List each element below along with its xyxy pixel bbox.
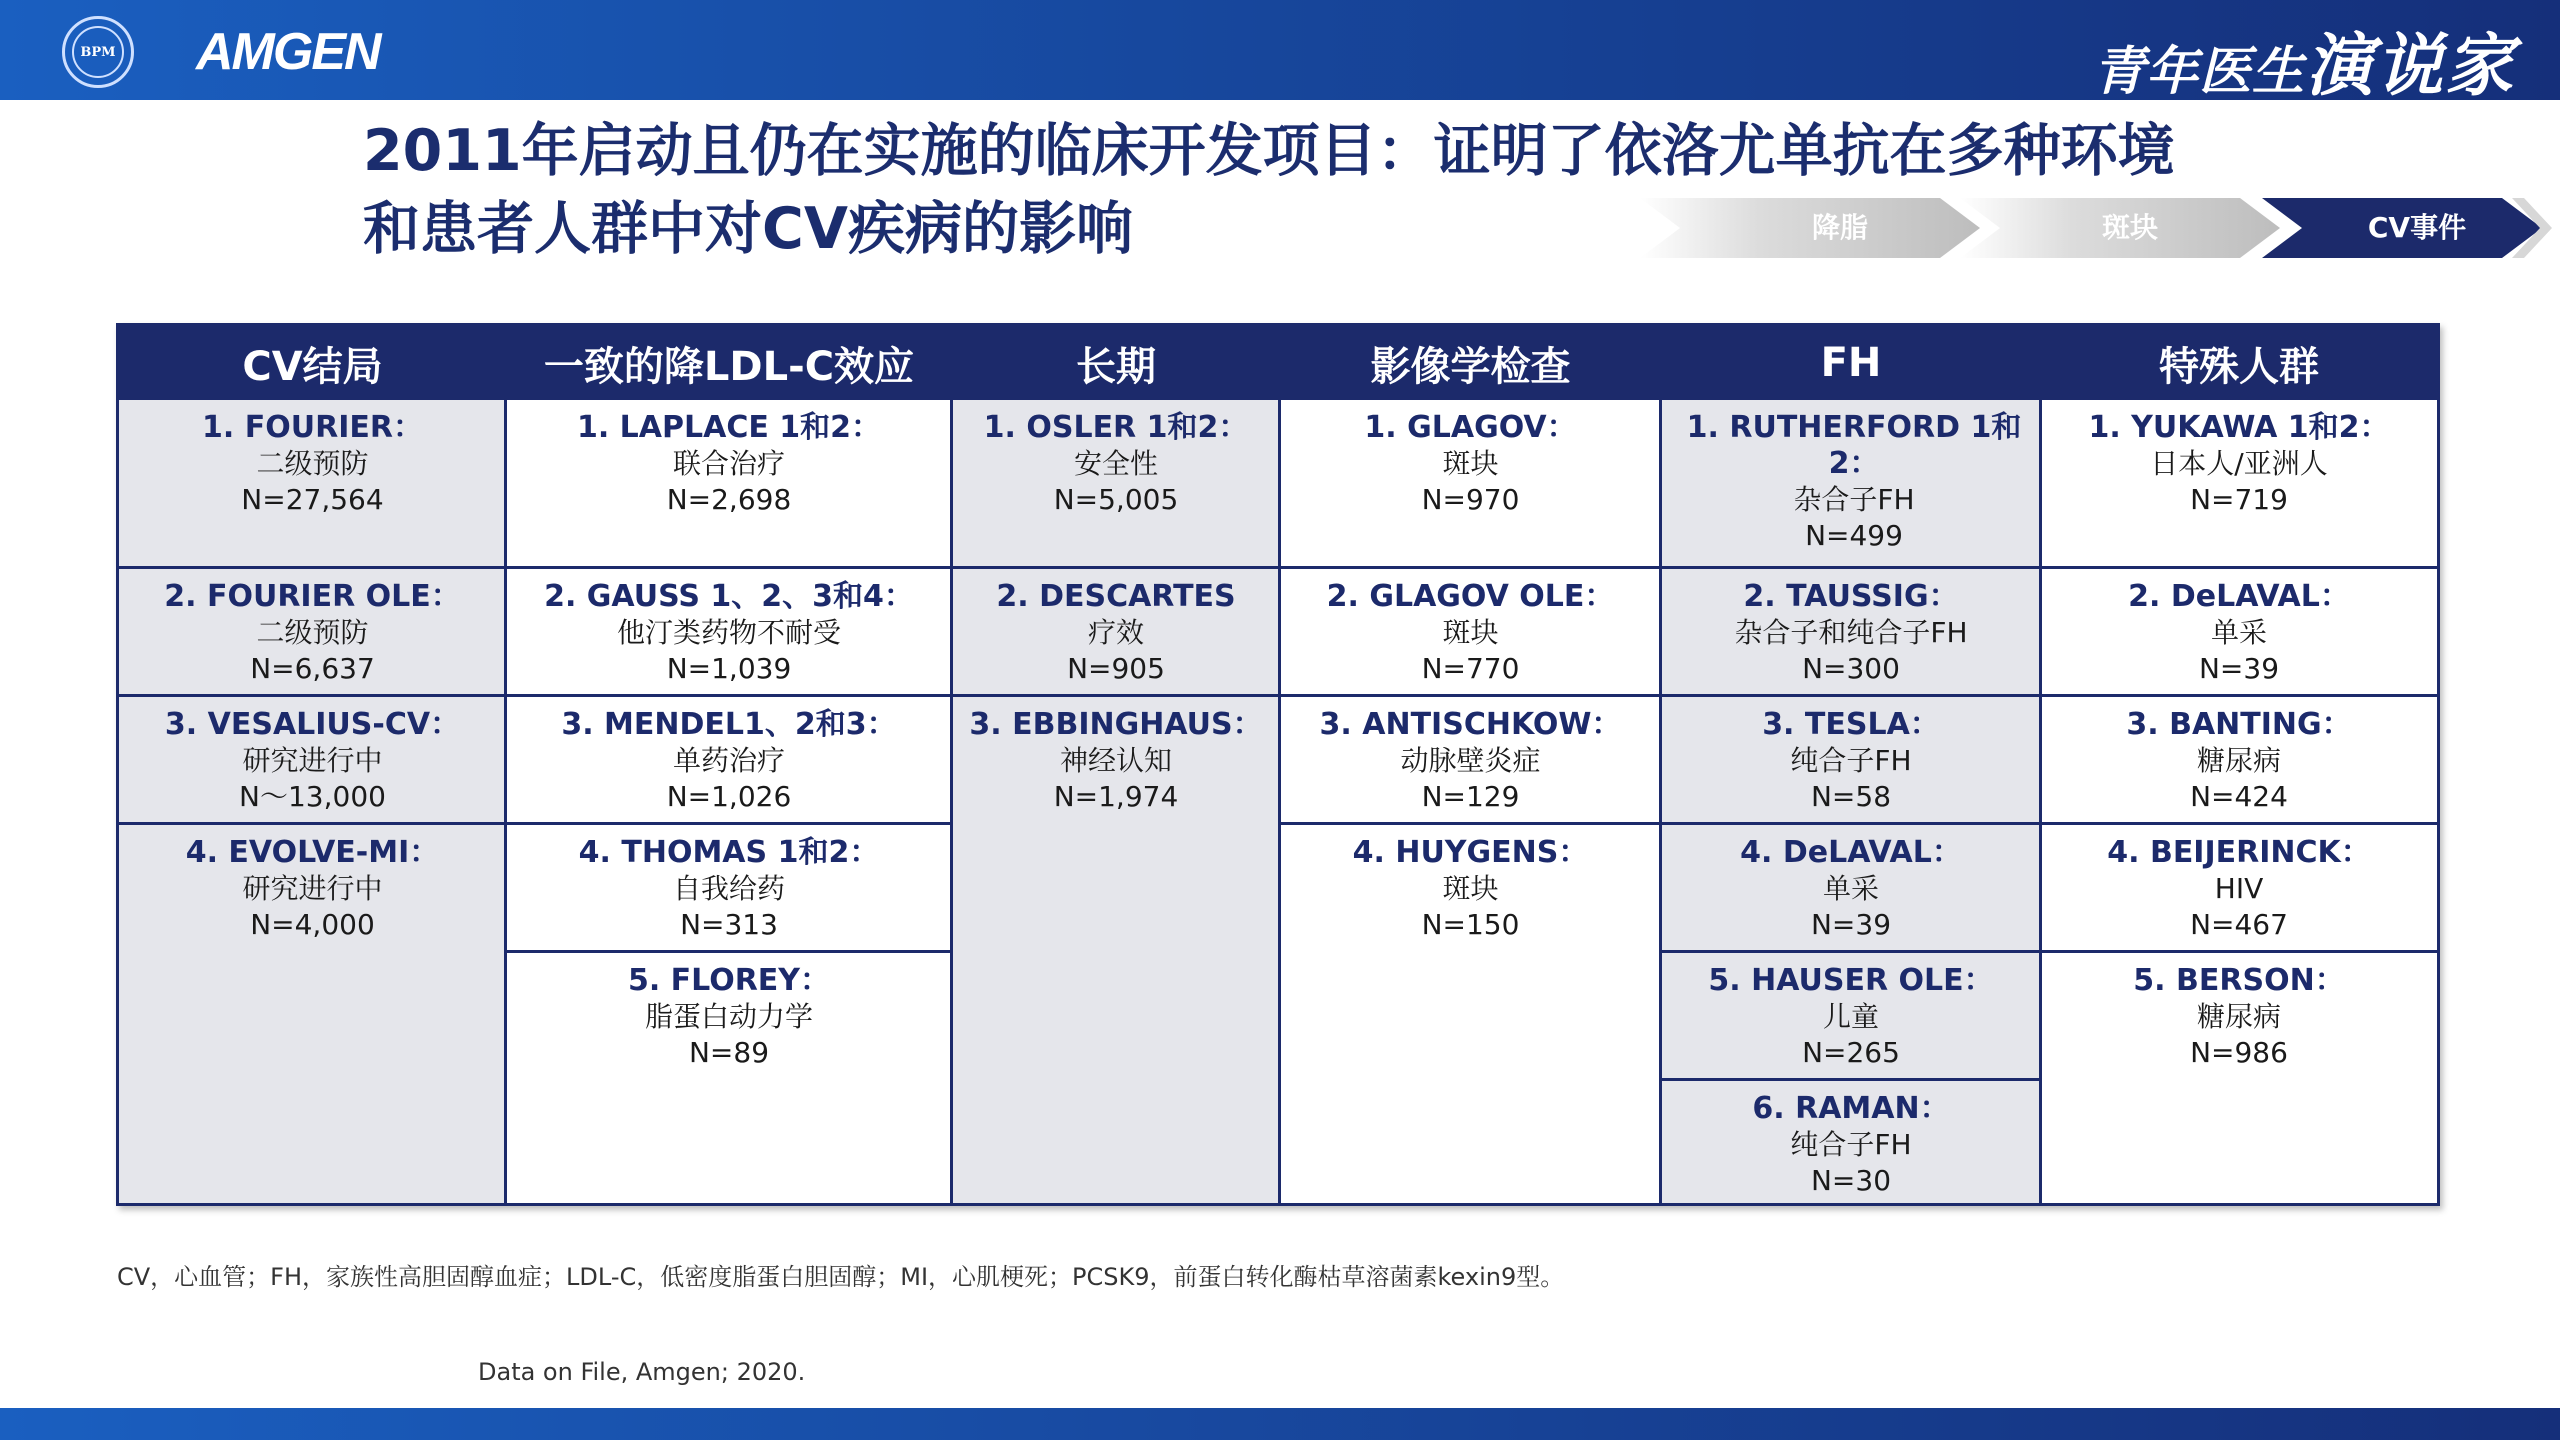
trial-cell — [952, 400, 1280, 566]
trial-n: N=58 — [1810, 780, 1892, 813]
header-imaging: 影像学检查 — [1280, 326, 1661, 400]
title-line-1: 2011年启动且仍在实施的临床开发项目：证明了依洛尤单抗在多种环境 — [363, 118, 2175, 184]
trial-desc: 他汀类药物不耐受 — [616, 616, 841, 649]
trial-n: N=986 — [2190, 1036, 2288, 1069]
trial-n: N～13,000 — [239, 780, 386, 813]
column-divider — [504, 400, 507, 1203]
chevron-label-1: 降脂 — [1811, 211, 1868, 244]
trial-cell — [1280, 694, 1661, 822]
trial-cell — [2041, 566, 2437, 694]
trial-n: N=265 — [1802, 1036, 1900, 1069]
trial-name: 3. EBBINGHAUS： — [969, 707, 1263, 742]
trial-cell — [506, 566, 952, 694]
trial-n: N=30 — [1810, 1164, 1892, 1197]
trial-desc: 二级预防 — [256, 447, 369, 480]
trial-desc: 单采 — [1822, 872, 1879, 905]
trial-name: 1. RUTHERFORD 1和 2： — [1686, 410, 2022, 481]
column-divider — [1278, 400, 1281, 1203]
column-special-populations — [2041, 400, 2437, 1203]
trial-n: N=1,039 — [666, 652, 792, 685]
trial-name: 5. HAUSER OLE： — [1708, 963, 1994, 998]
title-line-2: 和患者人群中对CV疾病的影响 — [363, 196, 1133, 262]
trial-desc: 日本人/亚洲人 — [2150, 447, 2328, 480]
trial-name: 6. RAMAN： — [1752, 1091, 1950, 1126]
trial-desc: 疗效 — [1087, 616, 1144, 649]
trial-cell — [2041, 950, 2437, 1203]
trial-n: N=5,005 — [1053, 483, 1179, 516]
trial-n: N=499 — [1805, 519, 1903, 552]
trial-n: N=1,026 — [666, 780, 792, 813]
trial-name: 1. LAPLACE 1和2： — [576, 410, 882, 445]
trial-name: 1. OSLER 1和2： — [983, 410, 1249, 445]
trial-cell — [1661, 400, 2041, 566]
trial-desc: 斑块 — [1442, 616, 1499, 649]
header-ldl-effect: 一致的降LDL-C效应 — [506, 326, 952, 400]
trial-desc: 研究进行中 — [242, 872, 383, 905]
trial-n: N=770 — [1421, 652, 1520, 685]
trial-desc: 神经认知 — [1059, 744, 1172, 777]
trial-name: 3. MENDEL1、2和3： — [561, 707, 897, 742]
trial-n: N=1,974 — [1053, 780, 1179, 813]
trial-desc: 斑块 — [1442, 447, 1499, 480]
trial-desc: 杂合子和纯合子FH — [1734, 616, 1968, 649]
trial-n: N=2,698 — [666, 483, 792, 516]
trial-n: N=39 — [1810, 908, 1892, 941]
trial-n: N=313 — [680, 908, 778, 941]
brand-part-a: 青年医生 — [2092, 42, 2305, 102]
trial-cell — [1280, 566, 1661, 694]
column-cv-outcomes — [119, 400, 506, 1203]
trial-cell — [2041, 694, 2437, 822]
trial-name: 5. FLOREY： — [627, 963, 831, 998]
trial-n: N=39 — [2198, 652, 2280, 685]
trial-name: 1. YUKAWA 1和2： — [2088, 410, 2390, 445]
trial-n: N=129 — [1421, 780, 1520, 813]
trial-name: 3. BANTING： — [2126, 707, 2352, 742]
chevron-label-3: CV事件 — [2367, 211, 2467, 244]
trial-name: 3. VESALIUS-CV： — [164, 707, 461, 742]
trial-cell — [119, 694, 506, 822]
trial-cell — [1661, 950, 2041, 1078]
column-ldl-effect — [506, 400, 952, 1203]
trial-desc: 研究进行中 — [242, 744, 383, 777]
column-fh — [1661, 400, 2041, 1203]
top-banner — [0, 0, 2560, 106]
trial-cell — [506, 950, 952, 1203]
trial-table — [116, 323, 2440, 1206]
trial-name: 1. GLAGOV： — [1364, 410, 1577, 445]
trial-name: 4. EVOLVE-MI： — [185, 835, 440, 870]
trial-cell — [952, 566, 1280, 694]
bpm-logo-text: BPM — [72, 26, 124, 78]
trial-name: 4. BEIJERINCK： — [2107, 835, 2371, 870]
trial-cell — [1280, 400, 1661, 566]
trial-name: 5. BERSON： — [2133, 963, 2345, 998]
trial-n: N=467 — [2190, 908, 2288, 941]
trial-n: N=89 — [688, 1036, 770, 1069]
bpm-logo-icon — [62, 16, 134, 88]
trial-desc: 自我给药 — [672, 872, 785, 905]
trial-n: N=150 — [1421, 908, 1520, 941]
trial-desc: 联合治疗 — [672, 447, 785, 480]
trial-n: N=905 — [1067, 652, 1165, 685]
column-divider — [2039, 400, 2042, 1203]
trial-name: 3. TESLA： — [1762, 707, 1940, 742]
header-long-term: 长期 — [952, 326, 1280, 400]
column-divider — [950, 400, 953, 1203]
trial-name: 3. ANTISCHKOW： — [1319, 707, 1622, 742]
trial-name: 2. TAUSSIG： — [1743, 579, 1959, 614]
trial-n: N=4,000 — [250, 908, 375, 941]
trial-cell — [952, 694, 1280, 1203]
chevron-step-1 — [1640, 198, 1980, 258]
trial-desc: 纯合子FH — [1790, 744, 1912, 777]
trial-desc: 动脉壁炎症 — [1400, 744, 1541, 777]
chevron-label-2: 斑块 — [2101, 211, 2158, 244]
trial-name: 4. HUYGENS： — [1352, 835, 1589, 870]
trial-desc: 儿童 — [1822, 1000, 1879, 1033]
trial-desc: 糖尿病 — [2196, 744, 2281, 777]
column-divider — [1659, 400, 1662, 1203]
trial-name: 4. DeLAVAL： — [1740, 835, 1962, 870]
trial-n: N=970 — [1421, 483, 1520, 516]
trial-cell — [506, 822, 952, 950]
trial-desc: 斑块 — [1442, 872, 1499, 905]
chevron-step-2 — [1960, 198, 2280, 258]
trial-name: 2. DESCARTES — [996, 579, 1236, 614]
trial-desc: 单采 — [2210, 616, 2267, 649]
brand-logo — [2093, 12, 2515, 109]
trial-n: N=6,637 — [250, 652, 375, 685]
trial-cell — [2041, 822, 2437, 950]
trial-desc: 安全性 — [1073, 447, 1158, 480]
trial-name: 2. FOURIER OLE： — [164, 579, 461, 614]
header-fh: FH — [1661, 326, 2041, 400]
trial-cell — [119, 400, 506, 566]
trial-n: N=27,564 — [241, 483, 384, 516]
bottom-banner — [0, 1408, 2560, 1440]
header-special-populations: 特殊人群 — [2041, 326, 2437, 400]
trial-cell — [119, 822, 506, 1203]
trial-desc: 脂蛋白动力学 — [644, 1000, 813, 1033]
trial-desc: 纯合子FH — [1790, 1128, 1912, 1161]
trial-cell — [1280, 822, 1661, 1203]
trial-desc: 二级预防 — [256, 616, 369, 649]
trial-desc: 杂合子FH — [1793, 483, 1915, 516]
source-citation: Data on File, Amgen; 2020. — [478, 1358, 806, 1386]
trial-n: N=719 — [2190, 483, 2288, 516]
column-long-term — [952, 400, 1280, 1203]
trial-desc: 糖尿病 — [2196, 1000, 2281, 1033]
abbreviations-footnote: CV，心血管；FH，家族性高胆固醇血症；LDL-C，低密度脂蛋白胆固醇；MI，心肌梗死；PCSK9，前蛋白转化酶枯草溶菌素kexin9型。 — [117, 1263, 1565, 1291]
trial-n: N=424 — [2190, 780, 2288, 813]
trial-cell — [506, 694, 952, 822]
amgen-logo: AMGEN — [196, 23, 380, 81]
brand-part-b: 演说家 — [2304, 27, 2515, 106]
trial-desc: HIV — [2214, 872, 2264, 905]
trial-cell — [1661, 1078, 2041, 1203]
chevron-step-3 — [2262, 198, 2467, 258]
trial-cell — [2041, 400, 2437, 566]
trial-name: 2. GLAGOV OLE： — [1326, 579, 1615, 614]
trial-desc: 单药治疗 — [672, 744, 785, 777]
trial-cell — [119, 566, 506, 694]
trial-name: 1. FOURIER： — [202, 410, 423, 445]
trial-cell — [506, 400, 952, 566]
trial-name: 2. GAUSS 1、2、3和4： — [544, 579, 914, 614]
trial-cell — [1661, 566, 2041, 694]
trial-cell — [1661, 694, 2041, 822]
trial-name: 4. THOMAS 1和2： — [578, 835, 880, 870]
trial-n: N=300 — [1802, 652, 1900, 685]
header-cv-outcomes: CV结局 — [119, 326, 506, 400]
trial-name: 2. DeLAVAL： — [2128, 579, 2350, 614]
trial-cell — [1661, 822, 2041, 950]
column-imaging — [1280, 400, 1661, 1203]
